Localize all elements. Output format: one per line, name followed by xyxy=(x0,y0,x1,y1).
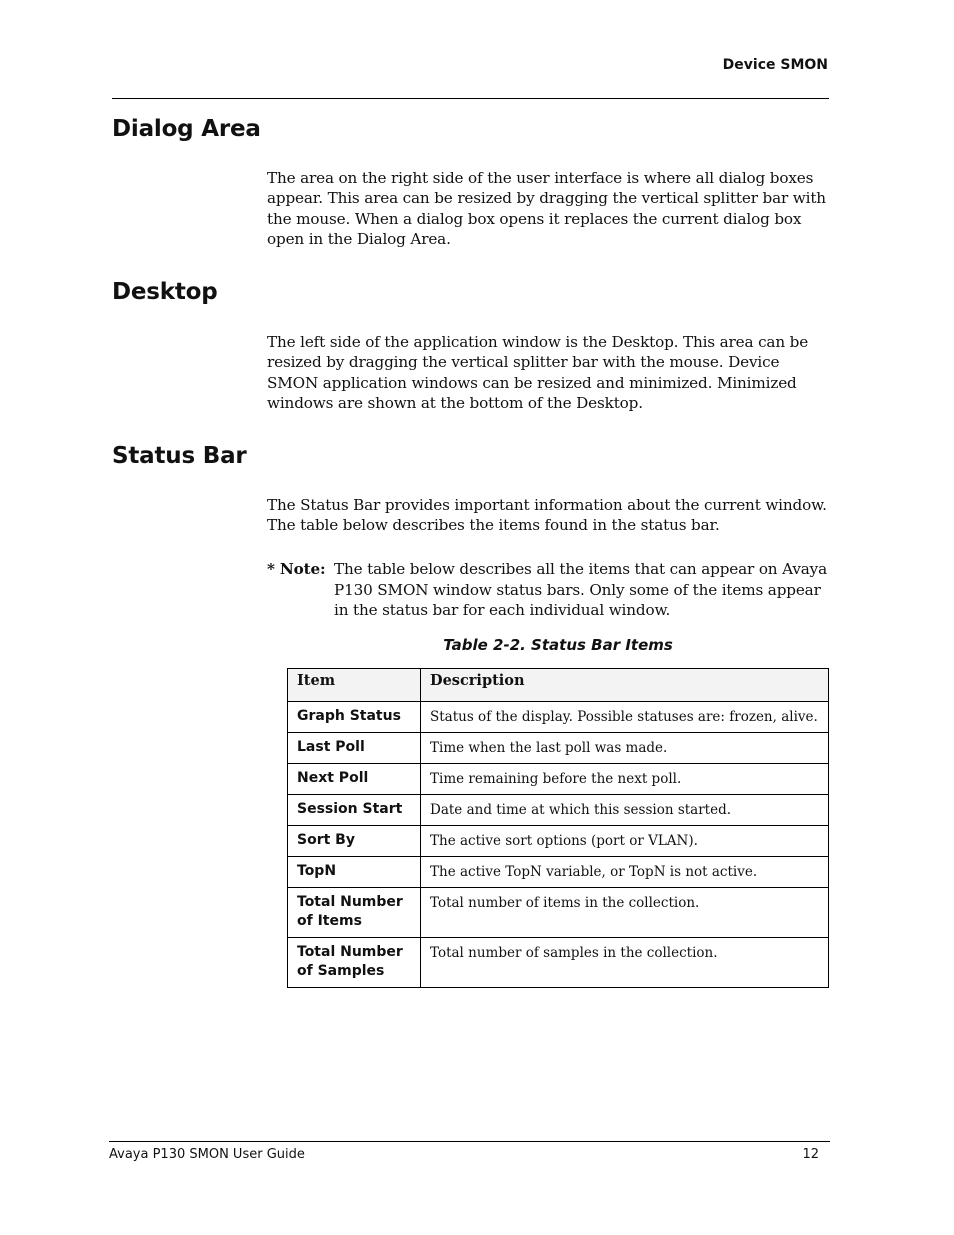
description-cell: The active TopN variable, or TopN is not active. xyxy=(421,857,829,888)
section-body-status-bar: The Status Bar provides important information about the current window. The table below describes the items found in the status bar. xyxy=(267,496,827,535)
section-heading-dialog-area: Dialog Area xyxy=(112,116,261,142)
item-cell: TopN xyxy=(288,857,421,888)
footer-rule xyxy=(109,1141,830,1142)
note-label: * Note: xyxy=(267,560,326,578)
item-cell: Total Number of Samples xyxy=(288,938,421,988)
description-cell: Time remaining before the next poll. xyxy=(421,764,829,795)
table-row xyxy=(288,826,829,857)
description-cell: Total number of samples in the collection. xyxy=(421,938,829,988)
table-row xyxy=(288,764,829,795)
section-body-desktop: The left side of the application window is the Desktop. This area can be resized by dragging the vertical splitter bar with the mouse. Device SMON application windows can be resized and minimized. Minimized windows are shown at the bottom of the Desktop. xyxy=(267,333,809,412)
table-row xyxy=(288,795,829,826)
item-cell: Graph Status xyxy=(288,702,421,733)
description-cell: Date and time at which this session started. xyxy=(421,795,829,826)
note-block xyxy=(267,559,827,621)
description-cell: Total number of items in the collection. xyxy=(421,888,829,938)
item-cell: Total Number of Items xyxy=(288,888,421,938)
running-header-title: Device SMON xyxy=(722,57,828,73)
column-header-item: Item xyxy=(288,669,421,702)
table-row xyxy=(288,938,829,988)
item-cell: Last Poll xyxy=(288,733,421,764)
section-body-dialog-area: The area on the right side of the user interface is where all dialog boxes appear. This area can be resized by dragging the vertical splitter bar with the mouse. When a dialog box opens it replaces the current dialog box open in the Dialog Area. xyxy=(267,169,826,248)
description-cell: The active sort options (port or VLAN). xyxy=(421,826,829,857)
column-header-description: Description xyxy=(421,669,829,702)
header-rule xyxy=(112,98,829,99)
item-cell: Session Start xyxy=(288,795,421,826)
table-row xyxy=(288,702,829,733)
status-bar-items-table xyxy=(287,668,829,988)
item-cell: Sort By xyxy=(288,826,421,857)
section-heading-desktop: Desktop xyxy=(112,279,218,305)
item-cell: Next Poll xyxy=(288,764,421,795)
footer-guide-title: Avaya P130 SMON User Guide xyxy=(109,1147,305,1162)
description-cell: Status of the display. Possible statuses are: frozen, alive. xyxy=(421,702,829,733)
table-header-row xyxy=(288,669,829,702)
note-text: The table below describes all the items that can appear on Avaya P130 SMON window status bars. Only some of the items appear in the status bar for each individual window. xyxy=(334,560,827,619)
table-row xyxy=(288,733,829,764)
section-heading-status-bar: Status Bar xyxy=(112,443,247,469)
table-row xyxy=(288,888,829,938)
table-caption: Table 2-2. Status Bar Items xyxy=(443,636,673,654)
table-row xyxy=(288,857,829,888)
footer-page-number: 12 xyxy=(802,1147,819,1162)
description-cell: Time when the last poll was made. xyxy=(421,733,829,764)
